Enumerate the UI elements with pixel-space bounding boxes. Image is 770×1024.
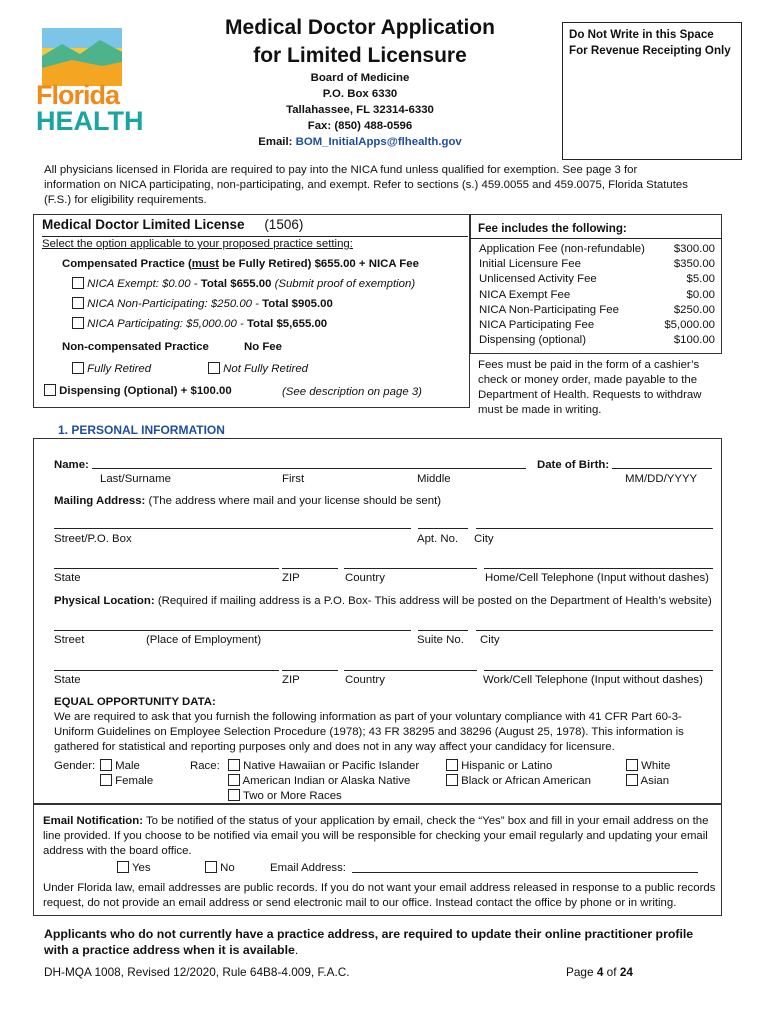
fully-retired-label: Fully Retired <box>87 363 152 375</box>
email-no-option[interactable] <box>205 861 235 876</box>
gender-female-option[interactable] <box>100 774 153 789</box>
page-title-line1: Medical Doctor Application <box>225 16 495 39</box>
mailing-address-label <box>54 494 441 509</box>
nica-part-checkbox[interactable] <box>72 317 84 329</box>
phys-city-label: City <box>480 634 500 646</box>
not-fully-retired-checkbox[interactable] <box>208 362 220 374</box>
suite-label: Suite No. <box>417 634 464 646</box>
fee-label: Application Fee (non-refundable) <box>479 243 645 255</box>
phys-a: Physical Location: <box>54 595 155 607</box>
eeo-line3: gathered for statistical and reporting purposes only and does not in any way affect your candidacy for licensure. <box>54 741 615 753</box>
black-label: Black or African American <box>461 775 591 787</box>
fee-amount: $5,000.00 <box>664 319 715 332</box>
white-checkbox[interactable] <box>626 759 638 771</box>
fee-amount: $5.00 <box>686 273 715 286</box>
email-yes-option[interactable] <box>117 861 151 876</box>
fee-label: Unlicensed Activity Fee <box>479 273 597 286</box>
mail-state-label: State <box>54 572 81 584</box>
logo-word-health: HEALTH <box>36 106 144 136</box>
fee-label: NICA Non-Participating Fee <box>479 303 619 316</box>
intro-line3: (F.S.) for eligibility requirements. <box>44 194 207 206</box>
fee-label: Dispensing (optional) <box>479 334 587 347</box>
hispanic-checkbox[interactable] <box>446 759 458 771</box>
home-phone-field[interactable] <box>484 568 713 569</box>
dispensing-note: (See description on page 3) <box>282 386 422 398</box>
eeo-title: EQUAL OPPORTUNITY DATA: <box>54 696 216 708</box>
mail-zip-field[interactable] <box>282 568 338 569</box>
dispensing-b: (Optional) + $100.00 <box>120 385 232 397</box>
fee-row <box>479 318 715 333</box>
intro-line1: All physicians licensed in Florida are required to pay into the NICA fund unless qualified for exemption. See page 3 for <box>44 164 638 176</box>
race-aian-option[interactable] <box>228 774 410 789</box>
not-fully-retired-label: Not Fully Retired <box>223 363 308 375</box>
nica-non-checkbox[interactable] <box>72 297 84 309</box>
nica-part-b: Total $5,655.00 <box>246 318 328 330</box>
fee-row <box>479 288 715 303</box>
race-two-option[interactable] <box>228 789 342 804</box>
fee-label: Initial Licensure Fee <box>479 258 581 271</box>
no-label: No <box>220 862 235 874</box>
name-label: Name: <box>54 459 89 471</box>
page-total: 24 <box>619 965 633 979</box>
race-asian-option[interactable] <box>626 774 669 789</box>
dob-field[interactable] <box>612 468 712 469</box>
personal-heading: 1. PERSONAL INFORMATION <box>58 423 225 437</box>
place-label: (Place of Employment) <box>146 634 262 646</box>
mail-apt-field[interactable] <box>418 528 468 529</box>
sun-icon <box>32 24 130 86</box>
fees-note-2: check or money order, made payable to the <box>478 374 698 386</box>
practice-notice-period: . <box>294 943 299 957</box>
office-use-line1: Do Not Write in this Space <box>569 28 714 41</box>
dispensing-option[interactable] <box>44 384 232 399</box>
nica-non-option[interactable] <box>72 297 333 312</box>
office-use-box <box>562 22 742 160</box>
nhpi-checkbox[interactable] <box>228 759 240 771</box>
mail-state-field[interactable] <box>54 568 279 569</box>
dispensing-a: Dispensing <box>59 385 121 397</box>
page-number <box>566 965 633 979</box>
email-notify-text: To be notified of the status of your application by email, check the “Yes” box and fill in your email address on the <box>143 815 709 827</box>
fees-note-4: must be made in writing. <box>478 404 602 416</box>
phys-country-field[interactable] <box>344 670 477 671</box>
middle-label: Middle <box>417 473 451 485</box>
aian-label: American Indian or Alaska Native <box>242 775 411 787</box>
hispanic-label: Hispanic or Latino <box>461 760 553 772</box>
physical-location-label <box>54 594 712 609</box>
email-address-label: Email Address: <box>270 862 346 874</box>
fee-row <box>479 272 715 287</box>
email-law-line2: request, do not provide an email address or send electronic mail to our office. Instead contact the office by phone or in writing. <box>43 897 677 909</box>
fees-note-1: Fees must be paid in the form of a cashier’s <box>478 359 700 371</box>
nica-exempt-b: Total $655.00 <box>200 278 272 290</box>
fee-row <box>479 333 715 348</box>
page-prefix: Page <box>566 965 597 979</box>
street-po-label: Street/P.O. Box <box>54 533 132 545</box>
compensated-practice <box>62 257 419 272</box>
dob-label: Date of Birth: <box>537 459 610 471</box>
aian-checkbox[interactable] <box>228 774 240 786</box>
phys-zip-label: ZIP <box>282 674 300 686</box>
page-of: of <box>603 965 620 979</box>
asian-checkbox[interactable] <box>626 774 638 786</box>
nhpi-label: Native Hawaiian or Pacific Islander <box>243 760 420 772</box>
mail-zip-label: ZIP <box>282 572 300 584</box>
office-use-line2: For Revenue Receipting Only <box>569 44 731 57</box>
license-select: Select the option applicable to your proposed practice setting: <box>42 238 353 250</box>
female-label: Female <box>115 775 154 787</box>
phys-suite-field[interactable] <box>418 630 468 631</box>
work-phone-field[interactable] <box>484 670 713 671</box>
board-fax: Fax: (850) 488-0596 <box>307 120 413 132</box>
comp-text-must: must <box>191 258 219 270</box>
mail-city-field[interactable] <box>476 528 713 529</box>
practice-notice-text: with a practice address when it is available <box>44 943 295 957</box>
yes-label: Yes <box>131 862 151 874</box>
page-current: 4 <box>596 965 604 979</box>
phys-state-label: State <box>54 674 81 686</box>
practice-notice-line1: Applicants who do not currently have a practice address, are required to update their online practitioner profile <box>44 927 694 941</box>
last-label: Last/Surname <box>100 473 171 485</box>
license-title: Medical Doctor Limited License <box>42 217 245 232</box>
fee-amount: $350.00 <box>673 258 715 271</box>
nica-part-a: NICA Participating: $5,000.00 - <box>87 318 247 330</box>
phys-street-field[interactable] <box>54 630 411 631</box>
two-races-checkbox[interactable] <box>228 789 240 801</box>
fee-row <box>479 242 715 257</box>
board-email-label: Email: <box>258 136 296 148</box>
work-phone-label: Work/Cell Telephone (Input without dashes) <box>483 674 703 686</box>
race-hisp-option[interactable] <box>446 759 552 774</box>
noncomp-label: Non-compensated Practice <box>62 341 209 353</box>
board-email-link[interactable]: BOM_InitialApps@flhealth.gov <box>295 136 462 148</box>
board-email <box>190 135 530 150</box>
nofee-label: No Fee <box>244 341 282 353</box>
nica-non-a: NICA Non-Participating: $250.00 - <box>87 298 263 310</box>
nica-non-b: Total $905.00 <box>262 298 333 310</box>
male-label: Male <box>115 760 140 772</box>
mailing-a: Mailing Address: <box>54 495 146 507</box>
phys-zip-field[interactable] <box>282 670 338 671</box>
fees-note-3: Department of Health. Requests to withdraw <box>478 389 702 401</box>
dob-format: MM/DD/YYYY <box>625 473 698 485</box>
fee-row <box>479 257 715 272</box>
logo-word-florida: Florida <box>36 80 120 110</box>
mailing-b: (The address where mail and your license should be sent) <box>145 495 442 507</box>
eeo-line2: Uniform Guidelines on Employee Selection Procedure (1978); 43 FR 38295 and 38296 (August 25, 1978). This information is <box>54 726 684 738</box>
nica-exempt-a: NICA Exempt: $0.00 - <box>87 278 201 290</box>
comp-text-b: be Fully Retired) $655.00 + NICA Fee <box>219 258 419 270</box>
fee-list <box>479 242 715 348</box>
board-city: Tallahassee, FL 32314-6330 <box>286 104 434 116</box>
fee-amount: $250.00 <box>673 303 715 316</box>
mail-country-label: Country <box>345 572 385 584</box>
first-label: First <box>282 473 305 485</box>
mail-street-field[interactable] <box>54 528 411 529</box>
nica-exempt-option[interactable] <box>72 277 415 292</box>
email-notify-line2: line provided. If you choose to be notified via email you will be responsible for checking your email regularly and updating your email <box>43 830 708 842</box>
fee-label: NICA Exempt Fee <box>479 288 571 301</box>
nica-part-option[interactable] <box>72 317 327 332</box>
dispensing-checkbox[interactable] <box>44 384 56 396</box>
board-name: Board of Medicine <box>310 72 410 84</box>
male-checkbox[interactable] <box>100 759 112 771</box>
fee-amount: $100.00 <box>673 334 715 347</box>
eeo-line1: We are required to ask that you furnish the following information as part of your voluntary compliance with 41 CFR Part 60-3- <box>54 711 682 723</box>
fully-retired-option[interactable] <box>72 362 151 377</box>
nica-exempt-checkbox[interactable] <box>72 277 84 289</box>
gender-male-option[interactable] <box>100 759 140 774</box>
fee-label: NICA Participating Fee <box>479 319 595 332</box>
black-checkbox[interactable] <box>446 774 458 786</box>
nica-exempt-c: (Submit proof of exemption) <box>271 278 416 290</box>
race-white-option[interactable] <box>626 759 670 774</box>
home-phone-label: Home/Cell Telephone (Input without dashes) <box>485 572 709 584</box>
license-code: (1506) <box>264 217 304 232</box>
name-field[interactable] <box>92 468 526 469</box>
phys-country-label: Country <box>345 674 385 686</box>
phys-city-field[interactable] <box>476 630 713 631</box>
email-notify-line1 <box>43 814 708 829</box>
email-law-line1: Under Florida law, email addresses are public records. If you do not want your email address released in response to a public records <box>43 882 716 894</box>
phys-b: (Required if mailing address is a P.O. Box- This address will be posted on the Department of Health’s website) <box>154 595 712 607</box>
mail-country-field[interactable] <box>344 568 477 569</box>
form-number: DH-MQA 1008, Revised 12/2020, Rule 64B8-4.009, F.A.C. <box>44 965 350 979</box>
gender-label: Gender: <box>54 760 96 772</box>
fee-amount: $300.00 <box>673 243 715 255</box>
no-checkbox[interactable] <box>205 861 217 873</box>
page-title-line2: for Limited Licensure <box>253 44 467 67</box>
email-address-field[interactable] <box>352 872 698 873</box>
email-notify-title: Email Notification: <box>43 815 143 827</box>
apt-label: Apt. No. <box>417 533 459 545</box>
white-label: White <box>641 760 671 772</box>
email-notify-line3: address with the board office. <box>43 845 192 857</box>
mail-city-label: City <box>474 533 494 545</box>
fee-row <box>479 303 715 318</box>
florida-health-logo <box>32 24 144 136</box>
phys-state-field[interactable] <box>54 670 279 671</box>
race-black-option[interactable] <box>446 774 591 789</box>
license-title-row <box>42 217 303 232</box>
fees-title-underline <box>470 238 722 239</box>
board-pobox: P.O. Box 6330 <box>322 88 398 100</box>
fees-title: Fee includes the following: <box>478 222 627 235</box>
yes-checkbox[interactable] <box>117 861 129 873</box>
practice-notice-line2 <box>44 943 298 957</box>
intro-line2: information on NICA participating, non-participating, and exempt. Refer to sections (s.) 459.0055 and 459.0075, Florida Statutes <box>44 179 688 191</box>
fee-amount: $0.00 <box>686 288 715 301</box>
race-label: Race: <box>190 760 220 772</box>
race-nhpi-option[interactable] <box>228 759 419 774</box>
asian-label: Asian <box>640 775 670 787</box>
phys-street-label: Street <box>54 634 85 646</box>
two-races-label: Two or More Races <box>242 790 342 802</box>
female-checkbox[interactable] <box>100 774 112 786</box>
fully-retired-checkbox[interactable] <box>72 362 84 374</box>
not-fully-retired-option[interactable] <box>208 362 308 377</box>
comp-text-a: Compensated Practice ( <box>62 258 192 270</box>
